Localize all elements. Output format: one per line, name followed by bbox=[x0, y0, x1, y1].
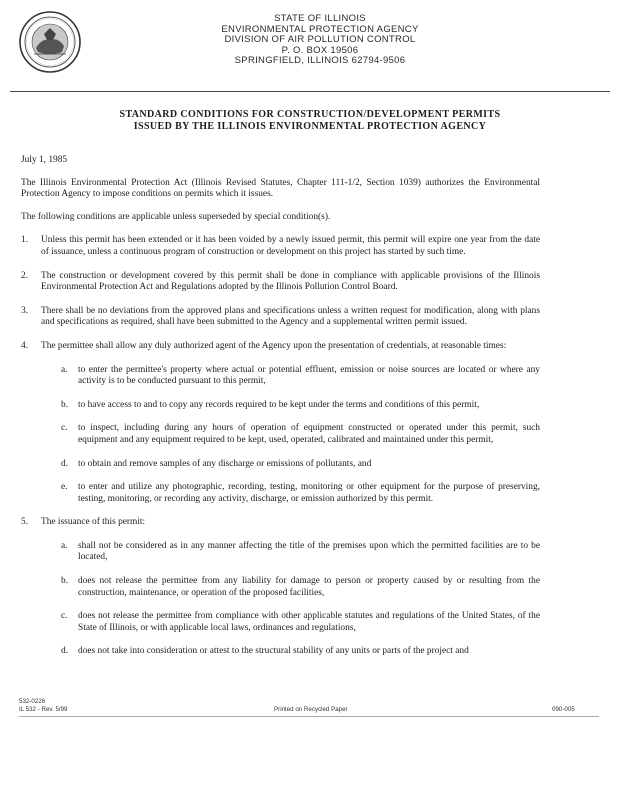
sub-text: to inspect, including during any hours of operation of equipment constructed or operated under this permit, such equipment and any equipment required to be kept, used, operated, calibrated and maintained under this permit, bbox=[78, 423, 540, 445]
sub-letter: a. bbox=[61, 540, 68, 551]
letterhead-line-division: DIVISION OF AIR POLLUTION CONTROL bbox=[224, 34, 416, 45]
condition-5-a bbox=[41, 541, 540, 564]
footer-code: 532-0226 bbox=[19, 698, 46, 705]
condition-5-b bbox=[41, 576, 540, 599]
title-line-1: STANDARD CONDITIONS FOR CONSTRUCTION/DEVELOPMENT PERMITS bbox=[119, 109, 501, 120]
sub-letter: d. bbox=[61, 458, 69, 469]
footer-form-number: 090-005 bbox=[552, 706, 575, 713]
document-title bbox=[60, 109, 560, 133]
letterhead-line-state: STATE OF ILLINOIS bbox=[274, 13, 366, 24]
condition-number: 2. bbox=[21, 270, 29, 281]
sub-text: to obtain and remove samples of any discharge or emissions of pollutants, and bbox=[78, 458, 372, 469]
condition-4-b bbox=[41, 400, 540, 412]
letterhead-line-agency: ENVIRONMENTAL PROTECTION AGENCY bbox=[221, 23, 419, 35]
sub-letter: b. bbox=[61, 399, 69, 410]
sub-letter: c. bbox=[61, 423, 68, 434]
sub-letter: e. bbox=[61, 482, 68, 493]
condition-text: The issuance of this permit: bbox=[41, 517, 146, 528]
sub-text: does not release the permittee from compliance with other applicable statutes and regulations of the United States, of the State of Illinois, or with applicable local laws, ordinances and regulations, bbox=[78, 611, 540, 633]
footer-divider bbox=[19, 716, 599, 717]
condition-4-c bbox=[41, 423, 540, 446]
condition-text: The permittee shall allow any duly authorized agent of the Agency upon the presentation of credentials, at reasonable times: bbox=[41, 340, 507, 351]
condition-number: 1. bbox=[21, 235, 29, 246]
document-body bbox=[21, 155, 540, 670]
title-line-2: ISSUED BY THE ILLINOIS ENVIRONMENTAL PROTECTION AGENCY bbox=[133, 121, 487, 132]
condition-text: Unless this permit has been extended or it has been voided by a newly issued permit, this permit will expire one year from the date of issuance, unless a continuous program of construction or development on this project has started by such time. bbox=[41, 235, 540, 257]
condition-number: 3. bbox=[21, 305, 29, 316]
state-seal-icon bbox=[18, 10, 82, 74]
condition-2 bbox=[21, 271, 540, 294]
sub-text: does not take into consideration or attest to the structural stability of any units or parts of the project and bbox=[78, 646, 469, 657]
condition-text: The construction or development covered by this permit shall be done in compliance with applicable provisions of the Illinois Environmental Protection Act and Regulations adopted by the Illinois Pollution Control Board. bbox=[41, 270, 540, 293]
sub-letter: d. bbox=[61, 646, 69, 657]
sub-text: does not release the permittee from any liability for damage to person or property caused by or resulting from the construction, maintenance, or operation of the proposed facilities, bbox=[78, 576, 540, 598]
condition-4-a bbox=[41, 365, 540, 388]
letterhead bbox=[150, 14, 490, 67]
intro-paragraph: The Illinois Environmental Protection Act (Illinois Revised Statutes, Chapter 111-1/2, Section 1039) authorizes the Environmental Protection Agency to impose conditions on permits which it issues. bbox=[21, 177, 540, 200]
condition-4 bbox=[21, 341, 540, 505]
condition-text: There shall be no deviations from the approved plans and specifications unless a written request for modification, along with plans and specifications as required, shall have been submitted to the Agency and a supplemental written permit issued. bbox=[41, 305, 540, 328]
sub-letter: b. bbox=[61, 576, 69, 587]
condition-number: 4. bbox=[21, 340, 29, 351]
letterhead-line-pobox: P. O. BOX 19506 bbox=[281, 44, 359, 56]
sub-text: to enter and utilize any photographic, recording, testing, monitoring or other equipment for the purpose of preserving, testing, monitoring, or recording any activity, discharge, or emission authorized by this permit. bbox=[78, 482, 540, 504]
condition-1 bbox=[21, 235, 540, 258]
sub-letter: a. bbox=[61, 364, 68, 375]
sub-text: to have access to and to copy any records required to be kept under the terms and conditions of this permit, bbox=[78, 399, 480, 410]
condition-number: 5. bbox=[21, 517, 29, 528]
footer-form-revision: IL 532 - Rev. 5/99 bbox=[19, 706, 68, 713]
sub-letter: c. bbox=[61, 611, 68, 622]
condition-3 bbox=[21, 306, 540, 329]
condition-4-e bbox=[41, 482, 540, 505]
condition-5-c bbox=[41, 611, 540, 634]
sub-text: to enter the permittee's property where actual or potential effluent, emission or noise sources are located or where any activity is to be conducted pursuant to this permit, bbox=[78, 364, 540, 387]
document-date: July 1, 1985 bbox=[21, 155, 68, 165]
condition-5 bbox=[21, 517, 540, 658]
condition-5-d bbox=[41, 646, 540, 658]
lead-paragraph: The following conditions are applicable unless superseded by special condition(s). bbox=[21, 211, 331, 222]
condition-4-d bbox=[41, 459, 540, 471]
footer-recycled-note: Printed on Recycled Paper bbox=[274, 706, 348, 713]
header-divider bbox=[10, 91, 610, 92]
sub-text: shall not be considered as in any manner affecting the title of the premises upon which the permitted facilities are to be located, bbox=[78, 540, 540, 563]
letterhead-line-city: SPRINGFIELD, ILLINOIS 62794-9506 bbox=[234, 55, 406, 66]
